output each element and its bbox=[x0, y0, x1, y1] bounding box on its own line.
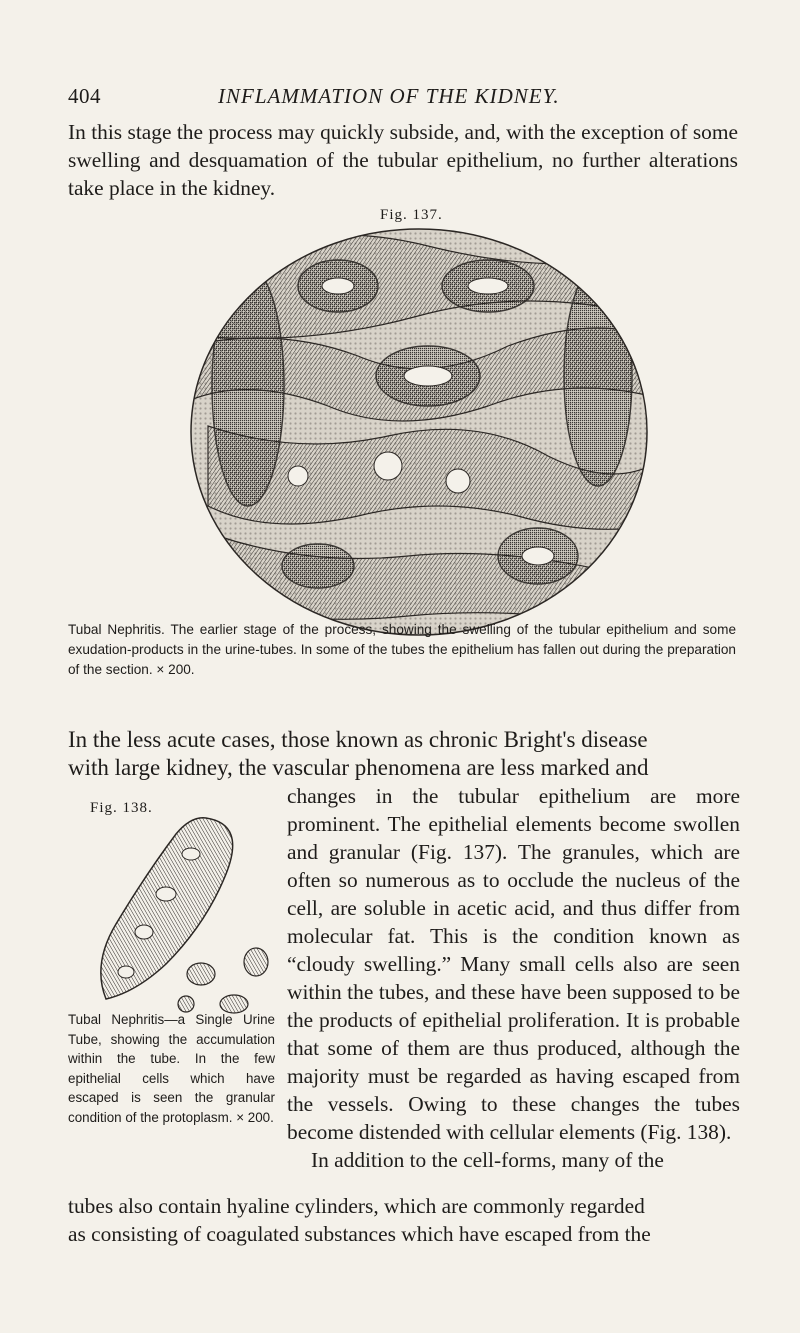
paragraph-2-line-1 bbox=[68, 726, 738, 754]
paragraph-3-line-1-text: tubes also contain hyaline cylinders, which are commonly regarded bbox=[68, 1194, 645, 1218]
paragraph-2-line-2-text: with large kidney, the vascular phenomena are less marked and bbox=[68, 755, 649, 780]
figure-137-label: Fig. 137. bbox=[380, 207, 443, 223]
paragraph-3-column-start: In addition to the cell-forms, many of the bbox=[311, 1148, 664, 1172]
paragraph-2-column-text: changes in the tubular epithelium are more prominent. The epithelial elements become swollen and granular (Fig. 137). The granules, which are often so numerous as to occlude the nucleus of the cell, are soluble in acetic acid, and thus differ from molecular fat. This is the condition known as “cloudy swelling.” Many small cells also are seen within the tubes, and these have been supposed to be the products of epithelial proliferation. It is probable that some of them are thus produced, although the majority must be regarded as having escaped from the vessels. Owing to these changes the tubes become distended with cellular elements (Fig. 138). bbox=[287, 784, 740, 1144]
paragraph-3-line-2 bbox=[68, 1220, 738, 1248]
paragraph-2-line-1-text: In the less acute cases, those known as chronic Bright's disease bbox=[68, 727, 648, 752]
figure-137-caption: Tubal Nephritis. The earlier stage of the process, showing the swelling of the tubular epithelium and some exudation-products in the urine-tubes. In some of the tubes the epithelium has fallen out during the preparation of the section. × 200. bbox=[68, 622, 736, 677]
figure-137-illustration bbox=[188, 226, 650, 638]
paragraph-3-line-1 bbox=[68, 1192, 738, 1220]
page-number: 404 bbox=[68, 84, 101, 108]
paragraph-1: In this stage the process may quickly subside, and, with the exception of some swelling and desquamation of the tubular epithelium, no further alterations take place in the kidney. bbox=[68, 120, 738, 200]
figure-138-caption: Tubal Nephritis—a Single Urine Tube, showing the accumulation within the tube. In the few epithelial cells which have escaped is seen the granular condition of the protoplasm. × 200. bbox=[68, 1012, 275, 1125]
paragraph-2-line-2 bbox=[68, 754, 738, 782]
figure-138-illustration bbox=[96, 814, 286, 1014]
paragraph-2-column bbox=[287, 782, 740, 1174]
paragraph-3-line-2-text: as consisting of coagulated substances which have escaped from the bbox=[68, 1222, 651, 1246]
running-title: INFLAMMATION OF THE KIDNEY. bbox=[218, 84, 560, 108]
figure-138-label: Fig. 138. bbox=[90, 800, 153, 816]
